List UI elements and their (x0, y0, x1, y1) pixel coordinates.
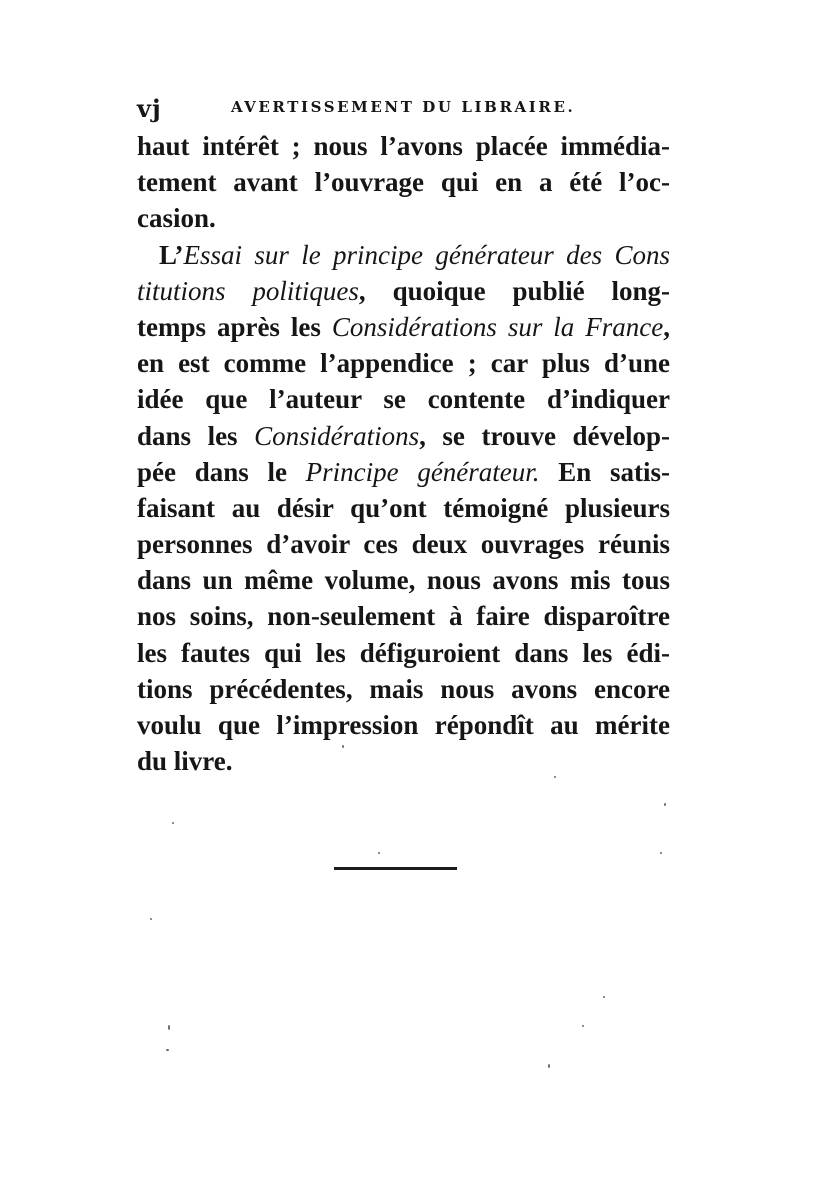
text-line (137, 562, 670, 598)
text-segment: tement avant l’ouvrage qui en a été l’oc- (137, 167, 670, 198)
text-segment: personnes d’avoir ces deux ouvrages réunis (137, 529, 670, 560)
text-segment: idée que l’auteur se contente d’indiquer (137, 384, 670, 415)
paper-speck (660, 852, 662, 854)
paper-speck (582, 1025, 584, 1027)
text-line (137, 707, 670, 743)
italic-title-segment: Considérations (254, 420, 420, 451)
italic-title-segment: titutions politiques (137, 275, 359, 306)
text-line (137, 128, 670, 164)
text-segment: , quoique publié long- (358, 275, 670, 306)
text-line (137, 309, 670, 345)
text-line (137, 237, 670, 273)
page-number: vj (137, 94, 162, 123)
text-line (137, 418, 670, 454)
text-line (137, 454, 670, 490)
paper-speck (168, 1025, 170, 1030)
text-segment: L’ (159, 239, 184, 270)
text-segment: , (663, 311, 670, 342)
text-segment: haut intérêt ; nous l’avons placée immédia- (137, 131, 670, 161)
paper-speck (548, 1064, 550, 1068)
text-segment: En satis- (539, 456, 670, 487)
body-text (137, 128, 670, 779)
paper-speck (166, 1049, 169, 1051)
running-title: AVERTISSEMENT DU LIBRAIRE. (231, 98, 576, 116)
text-segment: nos soins, non-seulement à faire disparoître (137, 601, 670, 632)
italic-title-segment: Considérations sur la France (331, 311, 664, 342)
text-line (137, 164, 670, 200)
text-line (137, 598, 670, 634)
italic-title-segment: Essai sur le principe générateur des Cons (183, 239, 670, 270)
text-segment: pée dans le (137, 456, 306, 487)
text-line (137, 671, 670, 707)
text-segment: , se trouve dévelop- (419, 420, 670, 451)
section-end-rule (334, 867, 457, 870)
paper-speck (150, 918, 152, 920)
italic-title-segment: Principe générateur. (305, 456, 540, 487)
text-segment: casion. (137, 203, 216, 234)
text-line (137, 200, 670, 236)
text-segment: dans les (137, 420, 255, 451)
text-line (137, 381, 670, 417)
text-line (137, 490, 670, 526)
text-line (137, 273, 670, 309)
text-segment: en est comme l’appendice ; car plus d’une (137, 348, 670, 379)
paper-speck (172, 822, 174, 824)
paper-speck (603, 996, 605, 998)
paper-speck (378, 852, 380, 854)
text-segment: voulu que l’impression répondît au mérite (137, 710, 670, 740)
paper-speck (554, 776, 556, 778)
text-line (137, 635, 670, 671)
text-segment: les fautes qui les défiguroient dans les édi- (137, 637, 670, 668)
text-segment: faisant au désir qu’ont témoigné plusieurs (137, 492, 670, 523)
text-line (137, 345, 670, 381)
text-segment: dans un même volume, nous avons mis tous (137, 565, 670, 596)
paper-speck (342, 745, 344, 748)
text-segment: tions précédentes, mais nous avons encore (137, 673, 670, 704)
paper-speck (664, 803, 666, 806)
text-line (137, 526, 670, 562)
page-header (137, 88, 597, 128)
text-segment: temps après les (137, 311, 332, 342)
text-segment: du livre. (137, 746, 233, 777)
text-line (137, 743, 670, 779)
